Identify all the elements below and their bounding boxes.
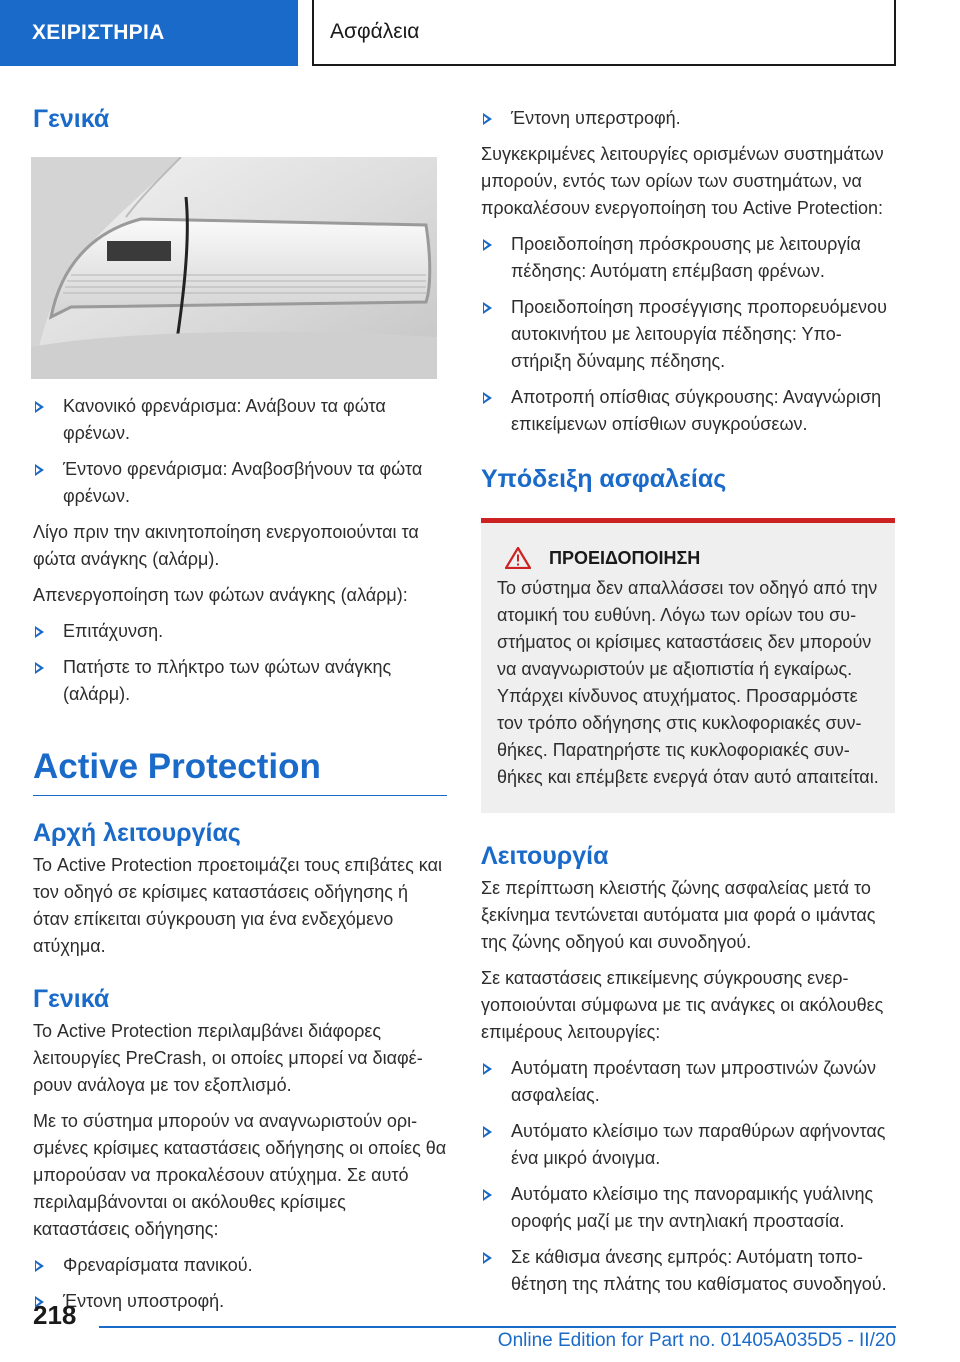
bullet-arrow-icon xyxy=(35,401,44,413)
heading-active-protection: Active Protection xyxy=(33,747,321,786)
hazard-deactivation-list xyxy=(33,618,447,708)
list-item: Κανονικό φρενάρισμα: Ανάβουν τα φώτα φρένων. xyxy=(33,393,447,447)
bullet-arrow-icon xyxy=(483,1189,492,1201)
bullet-arrow-icon xyxy=(35,1260,44,1272)
right-column xyxy=(481,96,895,1298)
list-item: Αυτόματη προένταση των μπροστινών ζωνών ασφαλείας. xyxy=(481,1055,895,1109)
list-item: Έντονη υπερστροφή. xyxy=(481,105,895,132)
bullet-arrow-icon xyxy=(483,1126,492,1138)
paragraph: Το Active Protection περιλαμβάνει διάφορες λειτουργίες PreCrash, οι οποίες μπορεί να διαφέρουν ανάλογα με τον εξοπλισμό. xyxy=(33,1021,423,1095)
paragraph: Σε καταστάσεις επικείμενης σύγκρουσης ενεργοποιούνται σύμφωνα με τις ανάγκες οι ακόλουθες επιμέρους λειτουργίες: xyxy=(481,968,884,1042)
page-number: 218 xyxy=(33,1300,77,1330)
heading-function: Λειτουργία xyxy=(481,842,609,870)
warning-box xyxy=(481,518,895,813)
heading-safety-note: Υπόδειξη ασφαλείας xyxy=(481,465,727,493)
subsection-title: Ασφάλεια xyxy=(312,0,896,66)
paragraph: Σε περίπτωση κλειστής ζώνης ασφαλείας μετά το ξεκίνημα τεντώνεται αυτόματα μια φορά ο ιμάντας της ζώνης οδηγού και συνοδηγού. xyxy=(481,878,876,952)
list-item: Φρεναρίσματα πανικού. xyxy=(33,1252,447,1279)
precrash-functions-list xyxy=(481,1055,895,1298)
list-item: Σε κάθισμα άνεσης εμπρός: Αυτόματη τοποθέτηση της πλάτης του καθίσματος συνοδηγού. xyxy=(481,1244,895,1298)
system-functions-list xyxy=(481,231,895,438)
bullet-arrow-icon xyxy=(35,626,44,638)
paragraph: Με το σύστημα μπορούν να αναγνωριστούν ορισμένες κρίσιμες καταστάσεις οδήγησης οι οποίες θα μπορούσαν να προκαλέσουν ατύχημα. Σε αυτό περιλαμβάνονται οι ακόλουθες κρίσιμες καταστάσεις οδήγησης: xyxy=(33,1111,447,1239)
critical-situations-list-cont xyxy=(481,105,895,132)
list-item: Επιτάχυνση. xyxy=(33,618,447,645)
warning-text: Το σύστημα δεν απαλλάσσει τον οδηγό από την ατομική του ευθύνη. Λόγω των ορίων του συστήματος οι κρίσιμες καταστάσεις δεν μπορούν να αναγνωριστούν με αξιοπιστία ή εγκαίρως. Υπάρχει κίνδυνος ατυχήματος. Προσαρμόστε τον τρόπο οδήγησης στις κυκλοφοριακές συνθήκες. Παρατηρήστε τις κυκλοφοριακές συνθήκες και επέμβετε ενεργά όταν αυτό απαιτείται. xyxy=(497,578,879,787)
heading-general: Γενικά xyxy=(33,105,110,133)
bullet-arrow-icon xyxy=(483,392,492,404)
list-item: Προειδοποίηση προσέγγισης προπορευόμενου αυτοκινήτου με λειτουργία πέδησης: Υποστήριξη δύναμης πέδησης. xyxy=(481,294,895,375)
warning-triangle-icon xyxy=(505,547,531,569)
heading-general-2: Γενικά xyxy=(33,985,110,1013)
left-column xyxy=(33,96,447,1315)
warning-title: ΠΡΟΕΙΔΟΠΟΙΗΣΗ xyxy=(497,547,879,569)
list-item: Έντονο φρενάρισμα: Αναβοσβήνουν τα φώτα φρένων. xyxy=(33,456,447,510)
page-header xyxy=(0,0,960,66)
critical-situations-list xyxy=(33,1252,447,1315)
list-item: Πατήστε το πλήκτρο των φώτων ανάγκης (αλάρμ). xyxy=(33,654,447,708)
list-item: Αυτόματο κλείσιμο των παραθύρων αφήνοντας ένα μικρό άνοιγμα. xyxy=(481,1118,895,1172)
tail-light-image xyxy=(31,157,437,379)
bullet-arrow-icon xyxy=(483,239,492,251)
paragraph: Συγκεκριμένες λειτουργίες ορισμένων συστημάτων μπορούν, εντός των ορίων των συστημάτων, να προκαλέσουν ενεργοποίηση του Active Protection: xyxy=(481,144,884,218)
list-item: Αποτροπή οπίσθιας σύγκρουσης: Αναγνώριση επικείμενων οπίσθιων συγκρούσεων. xyxy=(481,384,895,438)
footer-edition: Online Edition for Part no. 01405A035D5 - II/20 xyxy=(497,1330,896,1351)
heading-principle: Αρχή λειτουργίας xyxy=(33,819,241,847)
bullet-arrow-icon xyxy=(483,1252,492,1264)
paragraph: Το Active Protection προετοιμάζει τους επιβάτες και τον οδηγό σε κρίσιμες καταστάσεις οδήγησης ή όταν επίκειται σύγκρουση για ένα ενδεχόμενο ατύχημα. xyxy=(33,855,442,956)
list-item: Έντονη υποστροφή. xyxy=(33,1288,447,1315)
paragraph: Απενεργοποίηση των φώτων ανάγκης (αλάρμ): xyxy=(33,585,408,605)
section-tab: ΧΕΙΡΙΣΤΗΡΙΑ xyxy=(0,0,298,66)
section-divider xyxy=(33,795,447,796)
bullet-arrow-icon xyxy=(35,662,44,674)
bullet-arrow-icon xyxy=(483,1063,492,1075)
list-item: Αυτόματο κλείσιμο της πανοραμικής γυάλινης οροφής μαζί με την αντηλιακή προστασία. xyxy=(481,1181,895,1235)
bullet-arrow-icon xyxy=(483,302,492,314)
list-item: Προειδοποίηση πρόσκρουσης με λειτουργία πέδησης: Αυτόματη επέμβαση φρένων. xyxy=(481,231,895,285)
bullet-arrow-icon xyxy=(483,113,492,125)
bullet-arrow-icon xyxy=(35,464,44,476)
brake-light-list xyxy=(33,393,447,510)
paragraph: Λίγο πριν την ακινητοποίηση ενεργοποιούνται τα φώτα ανάγκης (αλάρμ). xyxy=(33,522,419,569)
tail-light-photo xyxy=(31,157,437,379)
footer-divider xyxy=(99,1326,896,1328)
